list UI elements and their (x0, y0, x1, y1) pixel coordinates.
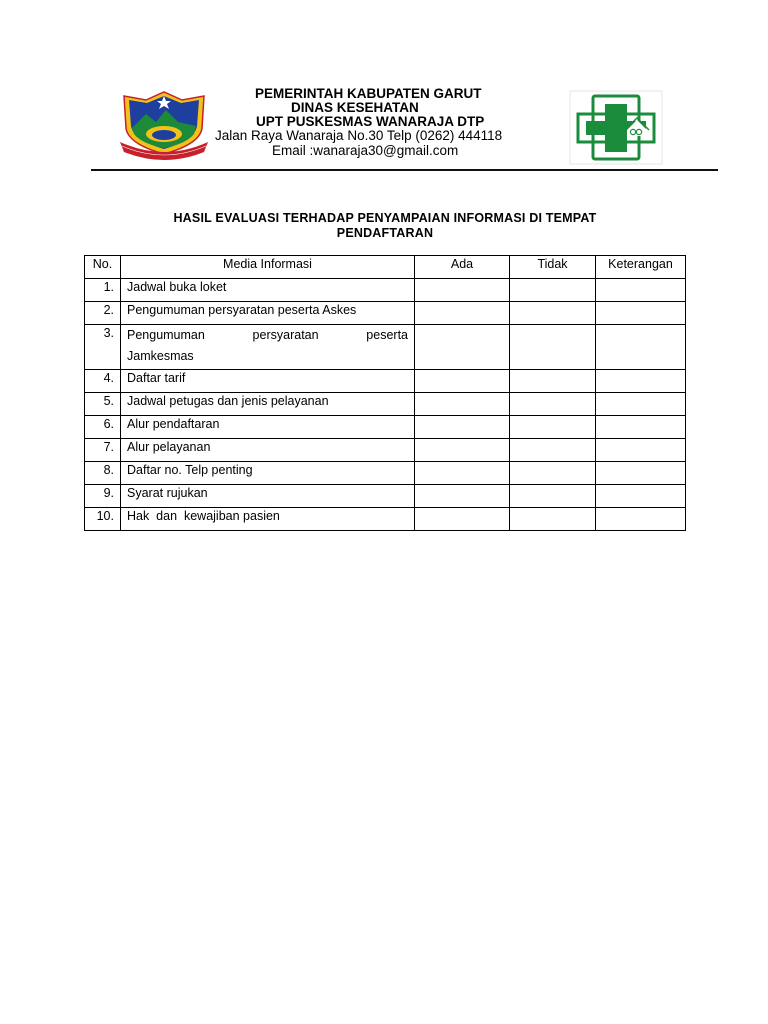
document-title-line2: PENDAFTARAN (336, 226, 434, 240)
document-title (90, 211, 680, 241)
cell-keterangan[interactable] (596, 439, 686, 462)
cell-keterangan[interactable] (596, 462, 686, 485)
cell-tidak[interactable] (510, 325, 596, 370)
header-divider (91, 169, 718, 171)
puskesmas-logo (569, 90, 663, 165)
table-row (85, 393, 686, 416)
cell-tidak[interactable] (510, 370, 596, 393)
cell-keterangan[interactable] (596, 325, 686, 370)
table-row (85, 279, 686, 302)
cell-tidak[interactable] (510, 508, 596, 531)
cell-tidak[interactable] (510, 485, 596, 508)
row-media-line2: Jamkesmas (127, 349, 194, 363)
table-row (85, 370, 686, 393)
cell-keterangan[interactable] (596, 485, 686, 508)
row-media-line1: Pengumuman persyaratan peserta (127, 328, 408, 342)
row-media: Daftar tarif (121, 370, 415, 393)
cell-ada[interactable] (415, 279, 510, 302)
cell-ada[interactable] (415, 302, 510, 325)
cell-tidak[interactable] (510, 302, 596, 325)
header-government: PEMERINTAH KABUPATEN GARUT (255, 86, 482, 101)
cell-tidak[interactable] (510, 416, 596, 439)
cell-ada[interactable] (415, 439, 510, 462)
row-media: Jadwal buka loket (121, 279, 415, 302)
row-media: Daftar no. Telp penting (121, 462, 415, 485)
header-email: Email :wanaraja30@gmail.com (272, 143, 459, 158)
col-header-ada: Ada (415, 256, 510, 279)
row-media: Alur pendaftaran (121, 416, 415, 439)
cell-tidak[interactable] (510, 393, 596, 416)
cell-ada[interactable] (415, 508, 510, 531)
cell-tidak[interactable] (510, 462, 596, 485)
row-number: 6. (85, 416, 121, 439)
document-title-line1: HASIL EVALUASI TERHADAP PENYAMPAIAN INFORMASI DI TEMPAT (173, 211, 597, 225)
cell-ada[interactable] (415, 370, 510, 393)
row-media: Hak dan kewajiban pasien (121, 508, 415, 531)
table-row (85, 485, 686, 508)
col-header-tidak: Tidak (510, 256, 596, 279)
cell-ada[interactable] (415, 393, 510, 416)
row-number: 10. (85, 508, 121, 531)
row-media: Pengumuman persyaratan peserta Askes (121, 302, 415, 325)
row-media: Alur pelayanan (121, 439, 415, 462)
cell-tidak[interactable] (510, 439, 596, 462)
cell-keterangan[interactable] (596, 393, 686, 416)
cell-ada[interactable] (415, 325, 510, 370)
row-number: 7. (85, 439, 121, 462)
table-row (85, 302, 686, 325)
col-header-keterangan: Keterangan (596, 256, 686, 279)
col-header-no: No. (85, 256, 121, 279)
table-row (85, 439, 686, 462)
row-number: 4. (85, 370, 121, 393)
row-media: Syarat rujukan (121, 485, 415, 508)
cell-ada[interactable] (415, 416, 510, 439)
row-media: Jadwal petugas dan jenis pelayanan (121, 393, 415, 416)
header-address: Jalan Raya Wanaraja No.30 Telp (0262) 444118 (215, 128, 503, 143)
row-number: 9. (85, 485, 121, 508)
col-header-media: Media Informasi (121, 256, 415, 279)
cell-keterangan[interactable] (596, 370, 686, 393)
garut-regency-emblem (116, 88, 212, 160)
cell-ada[interactable] (415, 462, 510, 485)
cell-ada[interactable] (415, 485, 510, 508)
cell-keterangan[interactable] (596, 508, 686, 531)
header-agency: DINAS KESEHATAN (291, 100, 419, 115)
row-number: 1. (85, 279, 121, 302)
cell-keterangan[interactable] (596, 416, 686, 439)
cell-tidak[interactable] (510, 279, 596, 302)
table-row (85, 325, 686, 370)
table-row (85, 416, 686, 439)
evaluation-table (84, 255, 686, 531)
table-header-row (85, 256, 686, 279)
header-puskesmas: UPT PUSKESMAS WANARAJA DTP (256, 114, 485, 129)
row-number: 3. (85, 325, 121, 370)
table-row (85, 462, 686, 485)
row-number: 2. (85, 302, 121, 325)
row-number: 5. (85, 393, 121, 416)
row-media (121, 325, 415, 370)
row-number: 8. (85, 462, 121, 485)
cell-keterangan[interactable] (596, 279, 686, 302)
cell-keterangan[interactable] (596, 302, 686, 325)
table-row (85, 508, 686, 531)
